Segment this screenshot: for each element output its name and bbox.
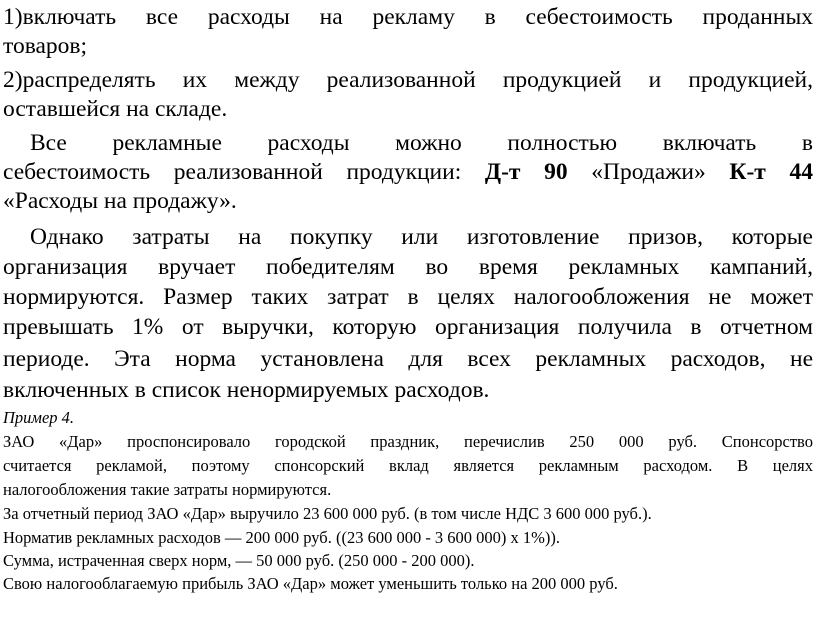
paragraph-4-line-2: организация вручает победителям во время рекламных кампаний, — [3, 254, 813, 280]
debit-account: Д-т 90 — [484, 159, 568, 185]
debit-account-name: «Продажи» — [567, 159, 730, 185]
example-line-2: считается рекламой, поэтому спонсорский вклад является рекламным расходом. В целях — [3, 456, 813, 475]
example-line-5: Норматив рекламных расходов — 200 000 руб. ((23 600 000 - 3 600 000) х 1%)). — [3, 528, 561, 547]
paragraph-4-line-4: превышать 1% от выручки, которую организация получила в отчетном — [3, 314, 813, 340]
paragraph-2-line-2: оставшейся на складе. — [3, 96, 228, 122]
paragraph-4-line-1: Однако затраты на покупку или изготовление призов, которые — [30, 224, 813, 250]
paragraph-3-line-2-text: себестоимость реализованной продукции: — [3, 159, 485, 185]
paragraph-3-line-3: «Расходы на продажу». — [3, 188, 237, 214]
example-line-1: ЗАО «Дар» проспонсировало городской праздник, перечислив 250 000 руб. Спонсорство — [3, 432, 813, 451]
example-line-3: налогообложения такие затраты нормируются. — [3, 480, 332, 499]
paragraph-4-line-5: периоде. Эта норма установлена для всех рекламных расходов, не — [3, 346, 813, 372]
paragraph-4-line-3: нормируются. Размер таких затрат в целях налогообложения не может — [3, 284, 813, 310]
paragraph-4-line-6: включенных в список ненормируемых расходов. — [3, 377, 490, 403]
paragraph-2-line-1: 2)распределять их между реализованной продукцией и продукцией, — [3, 67, 813, 93]
example-line-4: За отчетный период ЗАО «Дар» выручило 23 600 000 руб. (в том числе НДС 3 600 000 руб.). — [3, 504, 652, 523]
paragraph-3-line-2 — [3, 158, 813, 187]
example-heading: Пример 4. — [3, 408, 75, 427]
credit-account: К-т 44 — [729, 159, 813, 185]
paragraph-1-line-1: 1)включать все расходы на рекламу в себестоимость проданных — [3, 4, 813, 30]
example-line-7: Свою налогооблагаемую прибыль ЗАО «Дар» может уменьшить только на 200 000 руб. — [3, 574, 618, 593]
example-line-6: Сумма, истраченная сверх норм, — 50 000 руб. (250 000 - 200 000). — [3, 551, 475, 570]
paragraph-1-line-2: товаров; — [3, 33, 88, 59]
paragraph-3-line-1: Все рекламные расходы можно полностью включать в — [30, 130, 813, 156]
